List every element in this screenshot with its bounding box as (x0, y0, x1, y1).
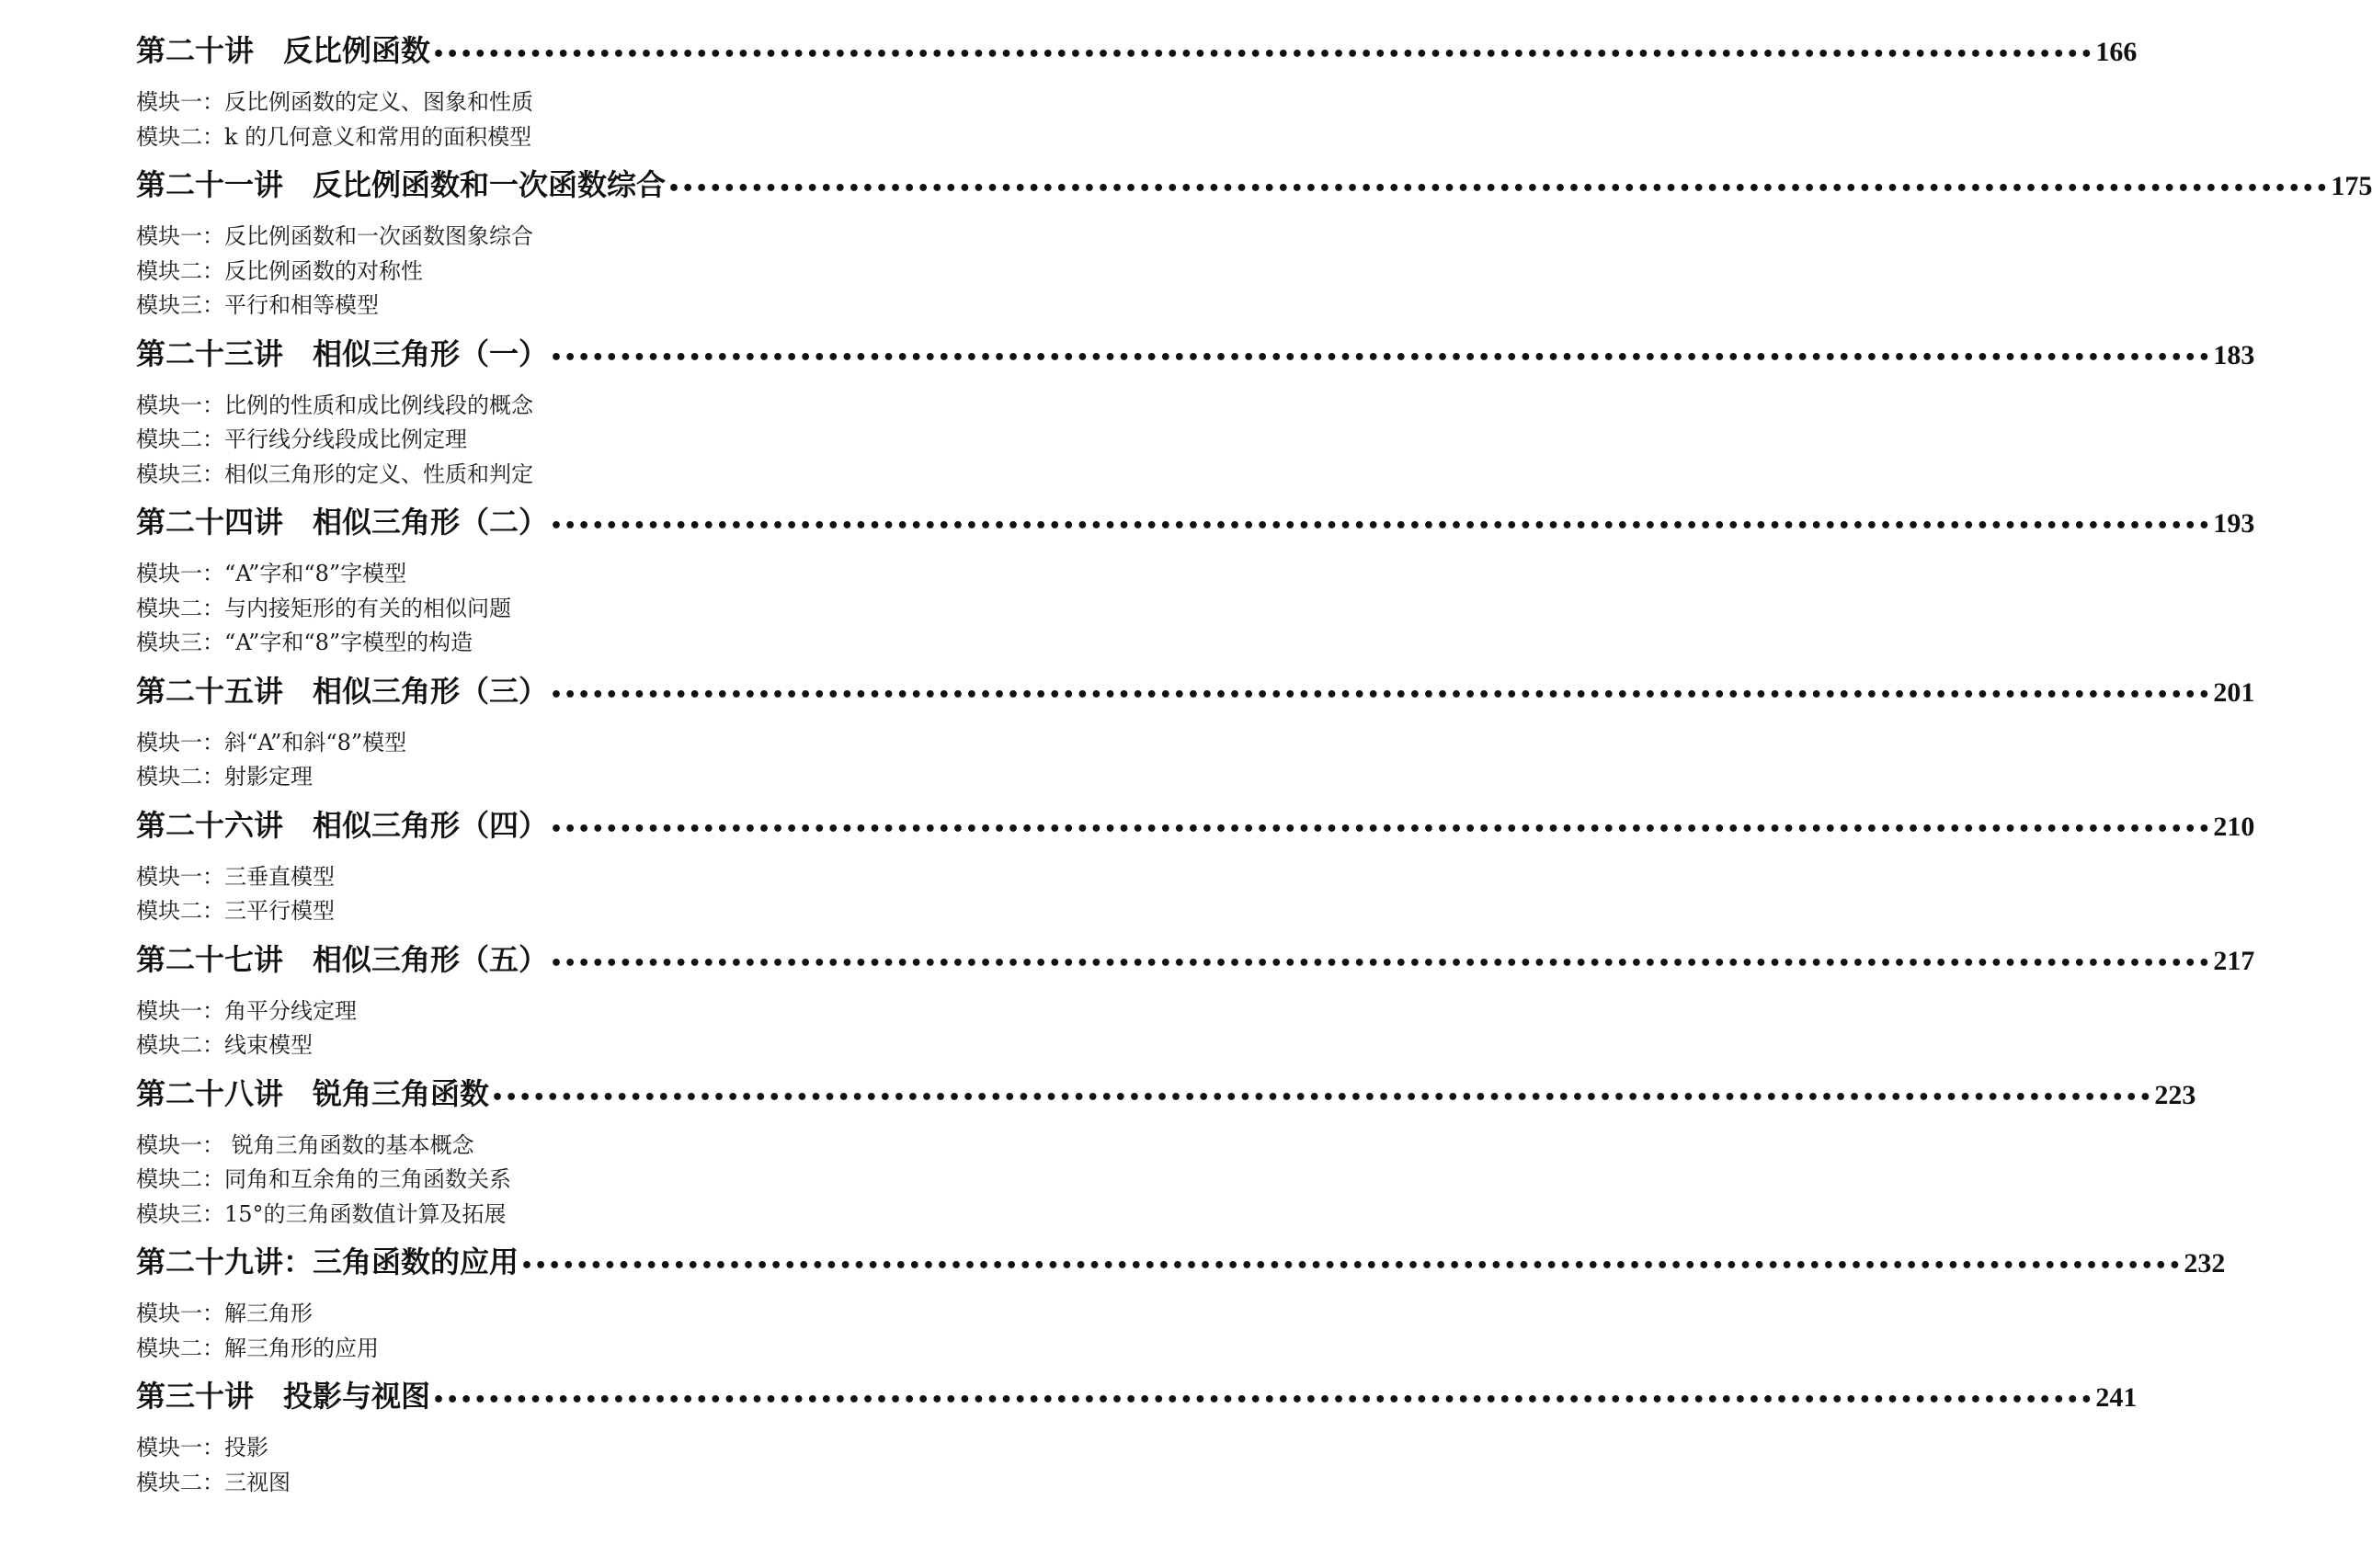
module-item[interactable]: 模块一：解三角形 (136, 1301, 313, 1326)
toc-lecture (136, 1375, 2138, 1509)
module-item[interactable]: 模块一：比例的性质和成比例线段的概念 (136, 392, 533, 418)
section-spacer (136, 1500, 1054, 1509)
lecture-heading[interactable] (136, 804, 2255, 851)
lecture-title: 投影与视图 (283, 1379, 431, 1414)
module-item[interactable]: 模块一：反比例函数的定义、图象和性质 (136, 89, 533, 115)
lecture-heading[interactable] (136, 1073, 2196, 1119)
dot-leader: •••••••••••••••••••••••••••••••••••••••••••••••••••••••••••••••••••••••••••••••••••••••••••••••••••••••••••••••••••••••• (550, 817, 2212, 841)
lecture-heading[interactable] (136, 501, 2255, 548)
module-item[interactable]: 模块一：“A”字和“8”字模型 (136, 561, 407, 586)
module-item[interactable]: 模块二：解三角形的应用 (136, 1335, 379, 1361)
toc-lecture (136, 333, 2255, 502)
lecture-heading[interactable] (136, 1375, 2138, 1422)
module-list (136, 1431, 1054, 1500)
dot-leader: •••••••••••••••••••••••••••••••••••••••••••••••••••••••••••••••••••••••••••••••••••••••••••••••••••••••••••••••••••••••• (520, 1255, 2183, 1278)
module-item[interactable]: 模块二：射影定理 (136, 764, 313, 790)
module-list (136, 860, 1054, 929)
toc-lecture (136, 1073, 2196, 1242)
module-list (136, 220, 1054, 324)
lecture-heading[interactable] (136, 670, 2255, 717)
lecture-number: 第二十七讲 (136, 941, 284, 977)
dot-leader: •••••••••••••••••••••••••••••••••••••••••••••••••••••••••••••••••••••••••••••••••••••••••••••••••••••••••••••••••••••••• (550, 683, 2212, 707)
module-list (136, 1129, 1054, 1233)
module-item[interactable]: 模块一： 锐角三角函数的基本概念 (136, 1131, 474, 1158)
lecture-title: 相似三角形（一） (313, 335, 549, 371)
module-item[interactable]: 模块二：三视图 (136, 1469, 291, 1495)
module-item[interactable]: 模块一：斜“A”和斜“8”模型 (136, 729, 407, 756)
module-item[interactable]: 模块一：角平分线定理 (136, 997, 357, 1024)
module-item[interactable]: 模块二：线束模型 (136, 1032, 313, 1058)
page-number: 241 (2095, 1382, 2138, 1413)
module-list (136, 85, 1054, 154)
toc-lecture (136, 164, 2372, 333)
module-item[interactable]: 模块二：平行线分线段成比例定理 (136, 426, 467, 452)
page-number: 166 (2095, 37, 2138, 67)
lecture-number: 第二十三讲 (136, 335, 284, 371)
lecture-number: 第三十讲 (136, 1379, 255, 1414)
module-item[interactable]: 模块三：相似三角形的定义、性质和判定 (136, 460, 533, 487)
section-spacer (136, 661, 1054, 670)
module-item[interactable]: 模块一：三垂直模型 (136, 863, 335, 890)
section-spacer (136, 795, 1054, 804)
lecture-number: 第二十讲 (136, 33, 255, 68)
section-spacer (136, 154, 1054, 164)
page-number: 210 (2213, 811, 2255, 842)
page-number: 175 (2331, 171, 2372, 201)
dot-leader: •••••••••••••••••••••••••••••••••••••••••••••••••••••••••••••••••••••••••••••••••••••••••••••••••••••••••••••••••••••••• (550, 515, 2212, 538)
section-spacer (136, 1232, 1054, 1241)
module-list (136, 557, 1054, 661)
table-of-contents (136, 29, 2372, 1509)
lecture-number: 第二十九讲： (136, 1244, 314, 1279)
lecture-title: 反比例函数和一次函数综合 (313, 167, 667, 202)
lecture-heading[interactable] (136, 1241, 2226, 1288)
toc-lecture (136, 670, 2255, 804)
lecture-title: 锐角三角函数 (313, 1075, 490, 1111)
dot-leader: •••••••••••••••••••••••••••••••••••••••••••••••••••••••••••••••••••••••••••••••••••••••••••••••••••••••••••••••••••••••• (491, 1085, 2153, 1109)
lecture-title: 相似三角形（四） (313, 807, 549, 843)
lecture-number: 第二十八讲 (136, 1075, 284, 1111)
toc-lecture (136, 501, 2255, 670)
module-item[interactable]: 模块三：平行和相等模型 (136, 292, 379, 318)
module-item[interactable]: 模块三：15°的三角函数值计算及拓展 (136, 1200, 507, 1227)
module-item[interactable]: 模块一：反比例函数和一次函数图象综合 (136, 223, 533, 249)
dot-leader: •••••••••••••••••••••••••••••••••••••••••••••••••••••••••••••••••••••••••••••••••••••••••••••••••••••••••••••••••••••••• (432, 43, 2094, 66)
lecture-title: 相似三角形（五） (313, 941, 549, 977)
module-item[interactable]: 模块二：反比例函数的对称性 (136, 257, 423, 284)
lecture-title: 相似三角形（二） (313, 505, 549, 540)
page-number: 217 (2213, 945, 2255, 976)
page-number: 201 (2213, 676, 2255, 708)
module-list (136, 994, 1054, 1063)
dot-leader: •••••••••••••••••••••••••••••••••••••••••••••••••••••••••••••••••••••••••••••••••••••••••••••••••••••••••••••••••••••••• (550, 346, 2212, 369)
toc-lecture (136, 1241, 2226, 1375)
module-list (136, 1297, 1054, 1366)
lecture-number: 第二十六讲 (136, 807, 284, 843)
page-number: 193 (2213, 508, 2255, 539)
module-list (136, 726, 1054, 795)
module-item[interactable]: 模块二：同角和互余角的三角函数关系 (136, 1166, 511, 1192)
section-spacer (136, 1063, 1054, 1073)
section-spacer (136, 492, 1054, 501)
lecture-number: 第二十四讲 (136, 505, 284, 540)
lecture-title: 反比例函数 (283, 33, 431, 68)
lecture-number: 第二十一讲 (136, 167, 284, 202)
module-item[interactable]: 模块二：k 的几何意义和常用的面积模型 (136, 123, 532, 150)
lecture-number: 第二十五讲 (136, 673, 284, 709)
lecture-title: 三角函数的应用 (313, 1244, 519, 1279)
lecture-heading[interactable] (136, 164, 2372, 210)
section-spacer (136, 324, 1054, 333)
dot-leader: •••••••••••••••••••••••••••••••••••••••••••••••••••••••••••••••••••••••••••••••••••••••••••••••••••••••••••••••••••••••• (667, 177, 2330, 200)
toc-lecture (136, 804, 2255, 938)
section-spacer (136, 1366, 1054, 1375)
page-number: 232 (2184, 1248, 2226, 1278)
lecture-title: 相似三角形（三） (313, 673, 549, 709)
module-item[interactable]: 模块三：“A”字和“8”字模型的构造 (136, 630, 473, 655)
toc-lecture (136, 29, 2138, 164)
lecture-heading[interactable] (136, 938, 2255, 985)
dot-leader: •••••••••••••••••••••••••••••••••••••••••••••••••••••••••••••••••••••••••••••••••••••••••••••••••••••••••••••••••••••••• (550, 951, 2212, 975)
module-item[interactable]: 模块一：投影 (136, 1435, 268, 1460)
lecture-heading[interactable] (136, 333, 2255, 380)
section-spacer (136, 929, 1054, 938)
toc-lecture (136, 938, 2255, 1073)
dot-leader: •••••••••••••••••••••••••••••••••••••••••••••••••••••••••••••••••••••••••••••••••••••••••••••••••••••••••••••••••••••••• (432, 1389, 2094, 1412)
page-number: 183 (2213, 339, 2255, 370)
module-item[interactable]: 模块二：与内接矩形的有关的相似问题 (136, 595, 511, 621)
lecture-heading[interactable] (136, 29, 2138, 76)
module-item[interactable]: 模块二：三平行模型 (136, 898, 335, 924)
module-list (136, 389, 1054, 493)
page-number: 223 (2154, 1079, 2196, 1110)
